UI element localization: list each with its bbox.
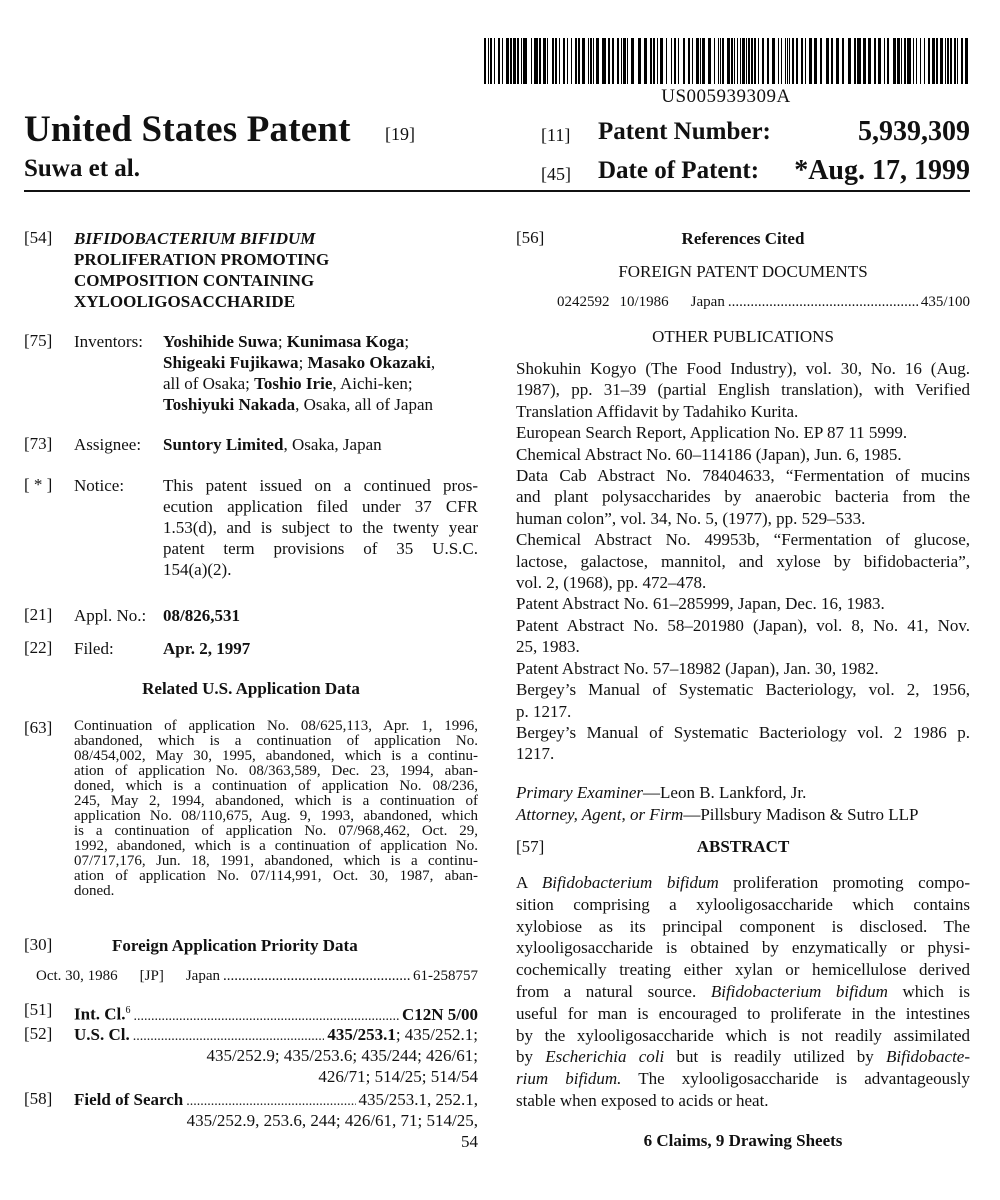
field-code: [30] [24, 935, 53, 954]
patent-number: 5,939,309 [858, 116, 970, 147]
assignee: Suntory Limited, Osaka, Japan [163, 435, 382, 454]
field-code: [ * ] [24, 475, 53, 494]
field-code: [21] [24, 605, 53, 624]
claims-summary: 6 Claims, 9 Drawing Sheets [643, 1131, 843, 1150]
us-cl-line3: 426/71; 514/25; 514/54 [318, 1067, 478, 1086]
document-title: United States Patent [24, 109, 351, 150]
continuation-text: Continuation of application No. 08/625,113, Apr. 1, 1996, abandoned, which is a continuation of application No. 08/454,002, May 30, 1995, abandoned, which is a continu- ation of application No. 08/363,589, Dec. 23, 1994, aban- doned, which is a continuation of application No. 08/236, 245, May 2, 1994, abandoned, which is a continuation of application No. 08/110,675, Aug. 9, 1993, abandoned, which is a continuation of application No. 07/968,462, Oct. 29, 1992, abandoned, which is a continuation of application No. 07/717,176, Jun. 18, 1991, abandoned, which is a continu- ation of application No. 07/114,991, Oct. 30, 1987, aban- doned. [74, 718, 478, 899]
filed-date: Apr. 2, 1997 [163, 639, 251, 658]
date-of-patent: *Aug. 17, 1999 [794, 155, 970, 186]
barcode-number: US005939309A [661, 86, 791, 107]
field-code: [63] [24, 718, 53, 737]
date-label: Date of Patent: [598, 157, 760, 184]
other-publications-heading: OTHER PUBLICATIONS [652, 327, 834, 346]
patent-number-label: Patent Number: [598, 118, 771, 145]
filed-label: Filed: [74, 639, 114, 658]
field-code: [52] [24, 1024, 53, 1043]
us-cl-line2: 435/252.9; 435/253.6; 435/244; 426/61; [206, 1046, 478, 1065]
field-of-search-row: Field of Search ..... 435/253.1, 252.1, [74, 1089, 478, 1112]
field-code: [56] [516, 228, 545, 247]
abstract-text: A Bifidobacterium bifidum proliferation promoting compo- sition comprising a xylooligosaccharide which contains xylobiose as its principal component is disclosed. The xylooligosaccharide is obtained by enzymatically or physi- cochemically treating either xylan or hemicellulose derived from a natural source. Bifidobacterium bifidum which is useful for man is encouraged to proliferate in the intestines by the xylooligosaccharide which is not readily assimilated by Escherichia coli but is readily utilized by Bifidobacte- rium bifidum. The xylooligosaccharide is advantageously stable when exposed to acids or heat. [516, 873, 971, 1110]
header-rule [24, 190, 970, 192]
int-cl-row: Int. Cl.$^6$ ..... C12N 5/00 [74, 1000, 478, 1027]
authors: Suwa et al. [24, 155, 140, 182]
field-code: [57] [516, 837, 545, 856]
appl-label: Appl. No.: [74, 606, 147, 625]
barcode [484, 38, 968, 84]
publications-list: Shokuhin Kogyo (The Food Industry), vol. 30, No. 16 (Aug. 1987), pp. 31–39 (partial English translation), with Verified Translation Affidavit by Tadahiko Kurita. European Search Report, Application No. EP 87 11 5999. Chemical Abstract No. 60–114186 (Japan), Jun. 6, 1985. Data Cab Abstract No. 78404633, “Fermentation of mucins and plant polysaccharides by anaerobic bacteria from the human colon”, vol. 34, No. 5, (1977), pp. 529–533. Chemical Abstract No. 49953b, “Fermentation of glucose, lactose, galactose, mannitol, and xylose by bifidobacteria”, vol. 2, (1968), pp. 472–478. Patent Abstract No. 61–285999, Japan, Dec. 16, 1983. Patent Abstract No. 58–201980 (Japan), vol. 8, No. 41, Nov. 25, 1983. Patent Abstract No. 57–18982 (Japan), Jan. 30, 1982. Bergey’s Manual of Systematic Bacteriology, vol. 2, 1956, p. 1217. Bergey’s Manual of Systematic Bacteriology vol. 2 1986 p. 1217. [516, 359, 970, 764]
foreign-priority-row: Oct. 30, 1986 [JP] Japan ..... 61-258757 [36, 968, 478, 985]
field-code: [75] [24, 331, 53, 350]
field-code: [54] [24, 228, 53, 247]
references-heading: References Cited [681, 229, 805, 248]
foreign-docs-heading: FOREIGN PATENT DOCUMENTS [618, 262, 868, 281]
field-code: [73] [24, 434, 53, 453]
title-code: [19] [385, 124, 415, 144]
appl-number: 08/826,531 [163, 606, 240, 625]
date-code: [45] [541, 164, 571, 184]
field-of-search-line3: 54 [461, 1132, 478, 1151]
field-of-search-line2: 435/252.9, 253.6, 244; 426/61, 71; 514/25, [186, 1111, 478, 1130]
related-data-heading: Related U.S. Application Data [142, 679, 360, 698]
inventors-label: Inventors: [74, 332, 143, 351]
attorney: Attorney, Agent, or Firm—Pillsbury Madison & Sutro LLP [516, 805, 919, 824]
patent-number-code: [11] [541, 125, 571, 145]
notice-label: Notice: [74, 476, 125, 495]
invention-title: BIFIDOBACTERIUM BIFIDUM PROLIFERATION PROMOTING COMPOSITION CONTAINING XYLOOLIGOSACCHARIDE [74, 229, 330, 311]
field-code: [51] [24, 1000, 53, 1019]
primary-examiner: Primary Examiner—Leon B. Lankford, Jr. [516, 783, 807, 802]
inventors-list: Yoshihide Suwa; Kunimasa Koga; Shigeaki Fujikawa; Masako Okazaki, all of Osaka; Toshio Irie, Aichi-ken; Toshiyuki Nakada, Osaka, all of Japan [163, 332, 436, 414]
foreign-doc-row: 0242592 10/1986 Japan ..... 435/100 [557, 294, 970, 311]
field-code: [58] [24, 1089, 53, 1108]
notice-text: This patent issued on a continued pros- ecution application filed under 37 CFR 1.53(d), and is subject to the twenty year patent term provisions of 35 U.S.C. 154(a)(2). [163, 476, 478, 579]
field-code: [22] [24, 638, 53, 657]
us-cl-row: U.S. Cl. ..... 435/253.1; 435/252.1; [74, 1024, 478, 1047]
abstract-heading: ABSTRACT [696, 837, 790, 856]
foreign-priority-heading: Foreign Application Priority Data [112, 936, 358, 955]
assignee-label: Assignee: [74, 435, 142, 454]
